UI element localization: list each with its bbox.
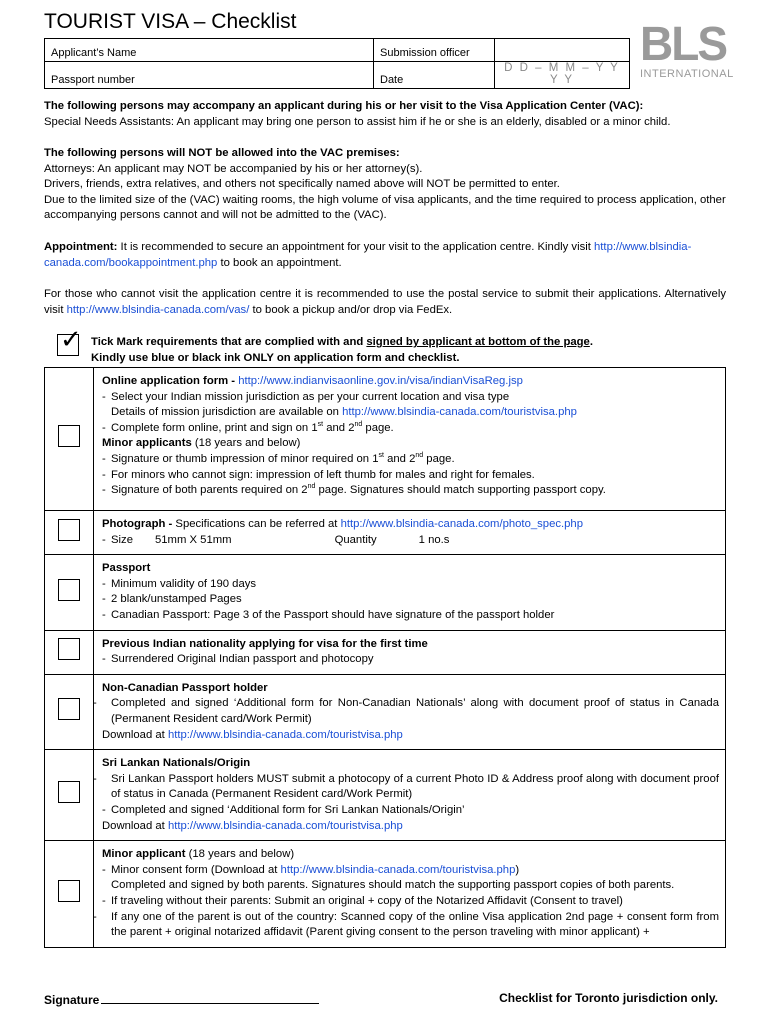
postal-section: [44, 287, 726, 318]
list-item: If traveling without their parents: Submit an original + copy of the Notarized Affidavit (Consent to travel): [111, 894, 623, 907]
list-item: Completed and signed by both parents. Signatures should match the supporting passport copies of both parents.: [111, 879, 675, 892]
minor-note: (18 years and below): [191, 437, 301, 450]
tick-instruction-text: [91, 335, 593, 366]
jurisdiction-note: Checklist for Toronto jurisdiction only.: [499, 991, 718, 1005]
list-item: Minor consent form (Download at: [111, 863, 281, 876]
checklist-row-previous-nationality: Previous Indian nationality applying for visa for the first time - Surrendered Original Indian passport and photocopy: [45, 630, 726, 674]
list-item: Select your Indian mission jurisdiction as per your current location and visa type: [111, 390, 510, 403]
non-canadian-download-link[interactable]: http://www.blsindia-canada.com/touristvisa.php: [167, 728, 403, 741]
minor-consent-link[interactable]: http://www.blsindia-canada.com/touristvisa.php: [280, 863, 516, 876]
submission-officer-label: Submission officer: [374, 39, 495, 62]
minor-applicant-title: Minor applicant: [102, 848, 186, 861]
not-allowed-section: [44, 146, 726, 224]
list-item: Completed and signed ‘Additional form for Non-Canadian Nationals’ along with document proof of status in Canada (Permanent Resident card/Work Permit): [111, 697, 719, 725]
appointment-text: It is recommended to secure an appointment for your visit to the application centre. Kindly visit: [117, 241, 595, 253]
list-item: and 2: [383, 452, 416, 465]
checkbox-previous-nationality[interactable]: [58, 638, 80, 660]
list-item: Signature of both parents required on 2: [111, 484, 308, 497]
bls-logo-mark: BLS: [640, 15, 726, 71]
superscript: nd: [354, 421, 363, 429]
passport-title: Passport: [102, 562, 151, 575]
appointment-link[interactable]: http://www.blsindia-canada.com/bookappointment.php: [44, 241, 692, 269]
minor-applicants-title: Minor applicants: [102, 437, 192, 450]
accompany-section: [44, 99, 726, 130]
jurisdiction-link[interactable]: http://www.blsindia-canada.com/touristvisa.php: [342, 406, 577, 419]
photo-spec-link[interactable]: http://www.blsindia-canada.com/photo_spec.php: [340, 518, 583, 530]
not-allowed-item: Drivers, friends, extra relatives, and others not specifically named above will NOT be permitted to enter.: [44, 178, 560, 191]
signature-field[interactable]: [44, 991, 319, 1007]
list-item: Minimum validity of 190 days: [111, 577, 257, 590]
minor-note: (18 years and below): [185, 848, 295, 861]
superscript: st: [317, 421, 324, 429]
page-title: TOURIST VISA – Checklist: [44, 10, 297, 33]
tick-text-underlined: signed by applicant at bottom of the page: [366, 336, 590, 348]
list-item: Signature or thumb impression of minor required on 1: [111, 452, 379, 465]
check-mark-icon: ✓: [60, 324, 82, 354]
list-item: page.: [362, 421, 394, 434]
postal-text: For those who cannot visit the application centre it is recommended to use the postal service to submit their applications. Alternatively visit: [44, 288, 726, 316]
checklist-row-sri-lankan: Sri Lankan Nationals/Origin - Sri Lankan Passport holders MUST submit a photocopy of a current Photo ID & Address proof along with document proof of status in Canada (Permanent Resident card/Work Permit) - Completed and signed ‘Additional form for Sri Lankan Nationals/Origin’ Download at http://www.blsindia-canada.com/touristvisa.php: [45, 750, 726, 841]
list-item: Complete form online, print and sign on 1: [111, 421, 318, 434]
tick-text-part: Tick Mark requirements that are complied with and: [91, 336, 367, 348]
not-allowed-heading: The following persons will NOT be allowed into the VAC premises:: [44, 147, 400, 159]
signature-label: Signature: [44, 993, 100, 1007]
applicant-name-label: Applicant’s Name: [51, 47, 137, 59]
checkbox-passport[interactable]: [58, 579, 80, 601]
tick-text-part: .: [589, 336, 593, 348]
submission-officer-field[interactable]: [495, 39, 630, 62]
online-form-title: Online application form -: [102, 375, 239, 387]
quantity-label: Quantity: [334, 533, 377, 546]
list-item: 2 blank/unstamped Pages: [111, 593, 242, 606]
checklist-row-non-canadian: Non-Canadian Passport holder - Completed and signed ‘Additional form for Non-Canadian Nationals’ along with document proof of status in Canada (Permanent Resident card/Work Permit) Download at http://www.blsindia-canada.com/touristvisa.php: [45, 674, 726, 749]
checklist-row-minor-applicant: Minor applicant (18 years and below) - Minor consent form (Download at http://www.blsindia-canada.com/touristvisa.php) Completed and signed by both parents. Signatures should match the supporting passport copies of both parents. - If traveling without their parents: Submit an original + copy of the Notarized Affidavit (Consent to travel) - If any one of the parent is out of the country: Scanned copy of the online Visa application 2nd page + consent form from the parent + original notarized affidavit (Parent giving consent to the person traveling with minor applicant) +: [45, 841, 726, 948]
appointment-label: Appointment:: [44, 241, 118, 253]
vas-link[interactable]: http://www.blsindia-canada.com/vas/: [66, 303, 250, 316]
bls-logo: [640, 15, 734, 86]
size-value: 51mm X 51mm: [154, 533, 232, 546]
checklist-row-passport: Passport - Minimum validity of 190 days - 2 blank/unstamped Pages - Canadian Passport: Page 3 of the Passport should have signature of the passport holder: [45, 555, 726, 630]
checklist-table: [44, 367, 726, 948]
list-item: ): [515, 863, 520, 876]
checklist-row-photograph: Photograph - Specifications can be referred at http://www.blsindia-canada.com/photo_spec.php - Size 51mm X 51mm Quantity 1 no.s: [45, 511, 726, 555]
list-item: page.: [423, 452, 455, 465]
checkbox-sri-lankan[interactable]: [58, 781, 80, 803]
checklist-row-online-application: Online application form - http://www.indianvisaonline.gov.in/visa/indianVisaReg.jsp - Select your Indian mission jurisdiction as per your current location and visa type Details of mission jurisdiction are available on http://www.blsindia-canada.com/touristvisa.php - Complete form online, print and sign on 1st and 2nd page. Minor applicants (18 years and below) - Signature or thumb impression of minor required on 1st and 2nd page. - For minors who cannot sign: impression of left thumb for males and right for females. - Signature of both parents required on 2nd page. Signatures should match supporting passport copy.: [45, 368, 726, 511]
list-item: page. Signatures should match supporting passport copy.: [315, 484, 606, 497]
online-form-link[interactable]: http://www.indianvisaonline.gov.in/visa/indianVisaReg.jsp: [238, 375, 523, 387]
list-item: Details of mission jurisdiction are available on: [111, 406, 343, 419]
ink-instruction: Kindly use blue or black ink ONLY on application form and checklist.: [91, 351, 460, 364]
applicant-name-field[interactable]: [45, 39, 374, 62]
accompany-text: Special Needs Assistants: An applicant may bring one person to assist him if he or she is an elderly, disabled or a minor child.: [44, 115, 671, 128]
appointment-tail: to book an appointment.: [217, 256, 342, 269]
date-field[interactable]: D D – M M – Y Y Y Y: [495, 62, 630, 89]
postal-tail: to book a pickup and/or drop via FedEx.: [249, 303, 453, 316]
checkbox-photograph[interactable]: [58, 519, 80, 541]
checkbox-online-application[interactable]: [58, 425, 80, 447]
download-label: Download at: [102, 728, 168, 741]
superscript: nd: [307, 483, 316, 491]
passport-number-field[interactable]: [45, 62, 374, 89]
list-item: If any one of the parent is out of the country: Scanned copy of the online Visa application 2nd page + consent form from the parent + original notarized affidavit (Parent giving consent to the person traveling with minor applicant) +: [111, 910, 719, 939]
list-item: Surrendered Original Indian passport and photocopy: [111, 653, 374, 666]
photograph-text: Specifications can be referred at: [175, 518, 341, 530]
superscript: nd: [415, 452, 424, 460]
quantity-value: 1 no.s: [418, 533, 450, 546]
passport-number-label: Passport number: [51, 74, 135, 86]
size-label: Size: [111, 533, 133, 546]
tick-instructions: [44, 324, 726, 368]
non-canadian-title: Non-Canadian Passport holder: [102, 681, 268, 694]
list-item: Canadian Passport: Page 3 of the Passport should have signature of the passport holder: [111, 608, 555, 621]
signature-line[interactable]: [101, 991, 319, 1004]
download-label: Download at: [102, 819, 168, 832]
list-item: Sri Lankan Passport holders MUST submit a photocopy of a current Photo ID & Address proof along with document proof of status in Canada (Permanent Resident card/Work Permit): [111, 772, 719, 801]
sri-lankan-title: Sri Lankan Nationals/Origin: [102, 757, 251, 770]
list-item: For minors who cannot sign: impression of left thumb for males and right for females.: [111, 468, 535, 481]
accompany-heading: The following persons may accompany an applicant during his or her visit to the Visa Application Center (VAC):: [44, 100, 644, 112]
not-allowed-item: Due to the limited size of the (VAC) waiting rooms, the high volume of visa applicants, and the time required to process application, other accompanying persons cannot and will not be admitted to the (VAC).: [44, 193, 726, 222]
list-item: Completed and signed ‘Additional form for Sri Lankan Nationals/Origin’: [111, 803, 465, 816]
sri-lankan-download-link[interactable]: http://www.blsindia-canada.com/touristvisa.php: [167, 819, 403, 832]
applicant-info-table: [44, 38, 630, 89]
previous-nationality-title: Previous Indian nationality applying for visa for the first time: [102, 637, 428, 650]
checkbox-minor-applicant[interactable]: [58, 880, 80, 902]
superscript: st: [378, 452, 384, 460]
checkbox-non-canadian[interactable]: [58, 698, 80, 720]
bls-logo-subtitle: INTERNATIONAL: [640, 68, 734, 80]
not-allowed-item: Attorneys: An applicant may NOT be accompanied by his or her attorney(s).: [44, 162, 423, 175]
list-item: and 2: [323, 421, 355, 434]
photograph-title: Photograph -: [102, 518, 176, 530]
appointment-section: [44, 240, 726, 271]
date-label: Date: [374, 62, 495, 89]
